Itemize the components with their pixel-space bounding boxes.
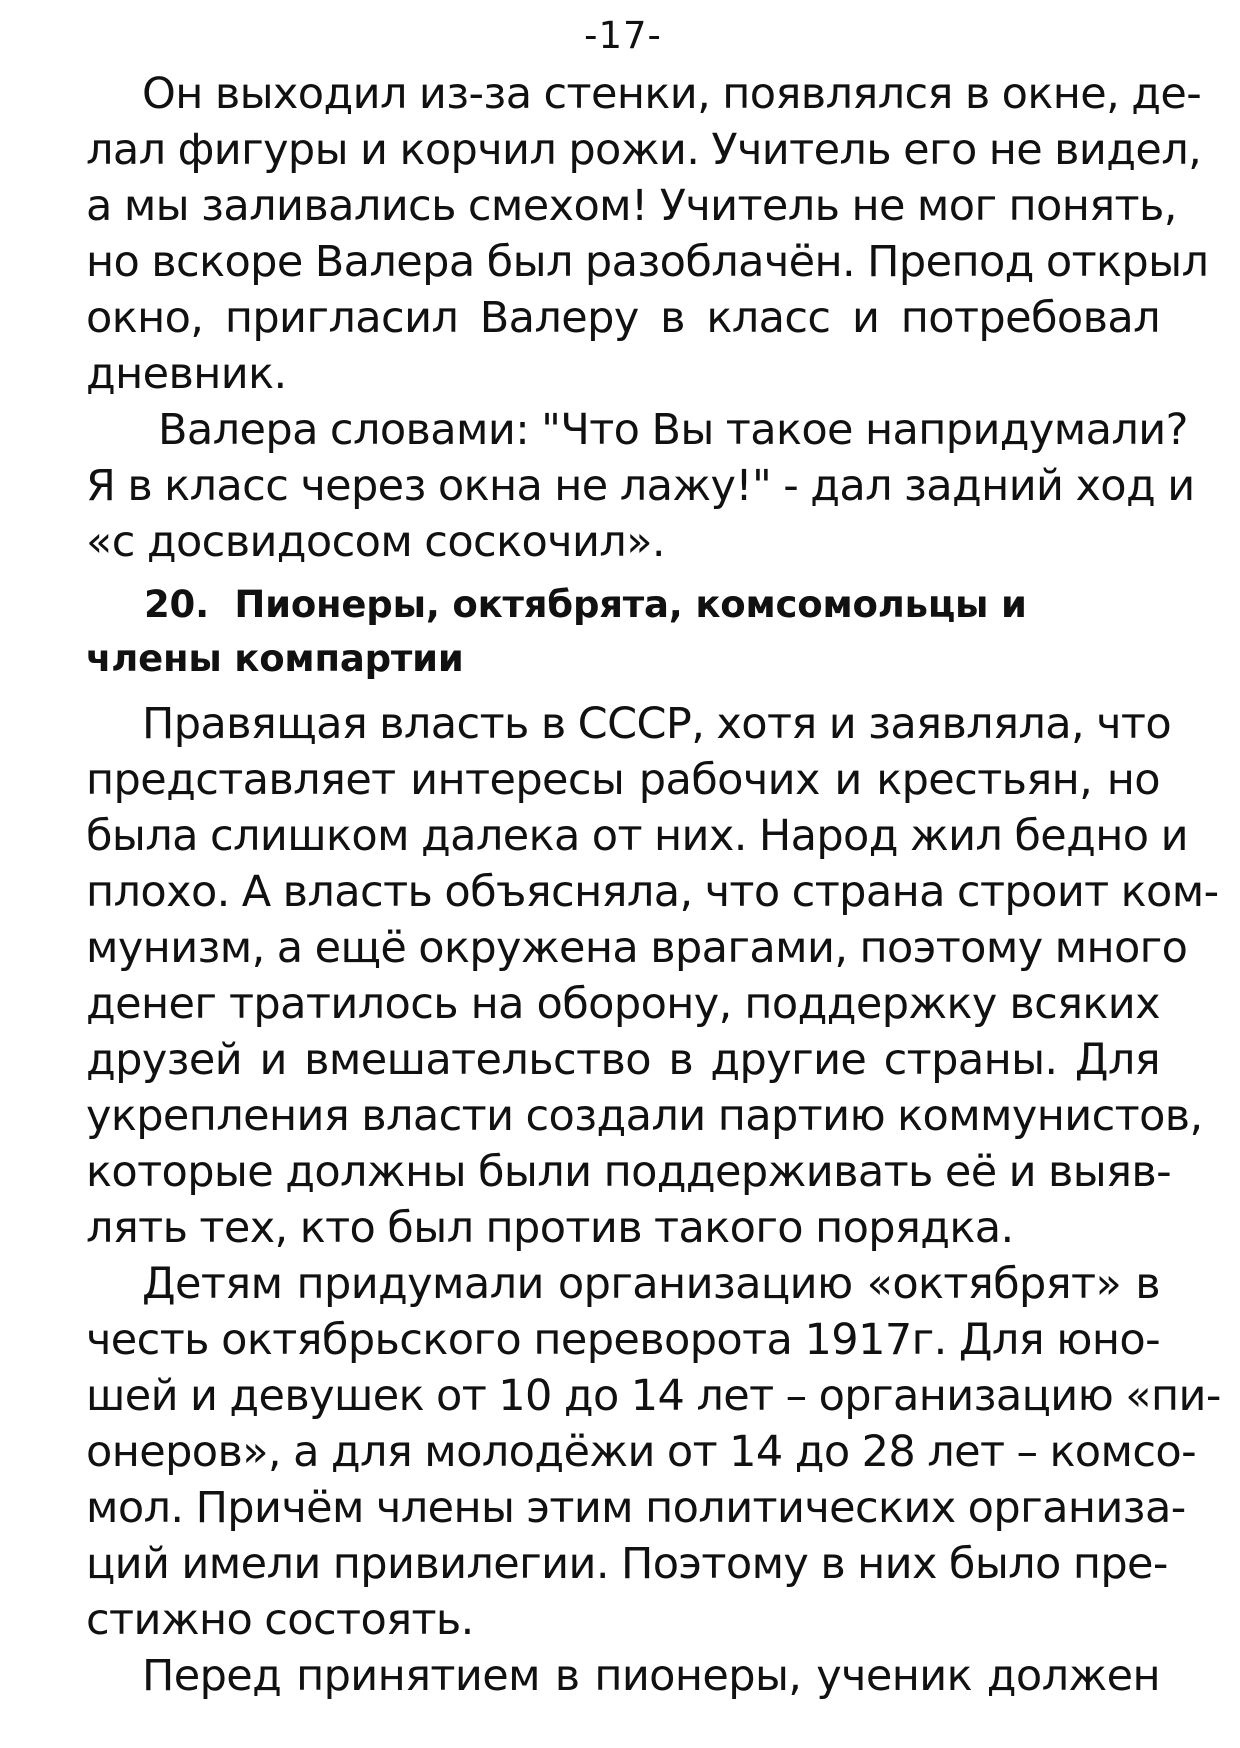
paragraph-line: но вскоре Валера был разоблачён. Препод открыл — [86, 237, 1209, 287]
paragraph-line: Валера словами: "Что Вы такое напридумали? — [158, 405, 1188, 455]
paragraph-line: которые должны были поддерживать её и выяв- — [86, 1147, 1172, 1197]
paragraph-line: лять тех, кто был против такого порядка. — [86, 1203, 1014, 1253]
document-page — [86, 0, 1221, 1748]
paragraph-3 — [86, 696, 1219, 1256]
paragraph-line: а мы заливались смехом! Учитель не мог понять, — [86, 181, 1177, 231]
paragraph-line: Он выходил из-за стенки, появлялся в окне, де- — [142, 69, 1202, 119]
paragraph-line: Я в класс через окна не лажу!" - дал задний ход и — [86, 461, 1195, 511]
section-heading-line-1 — [86, 578, 1160, 632]
paragraph-line: плохо. А власть объясняла, что страна строит ком- — [86, 867, 1219, 917]
paragraph-line: шей и девушек от 10 до 14 лет – организацию «пи- — [86, 1371, 1221, 1421]
paragraph-line: укрепления власти создали партию коммунистов, — [86, 1091, 1203, 1141]
paragraph-line: мунизм, а ещё окружена врагами, поэтому много — [86, 923, 1188, 973]
paragraph-line: онеров», а для молодёжи от 14 до 28 лет – комсо- — [86, 1427, 1197, 1477]
paragraph-2 — [86, 402, 1195, 570]
section-number: 20. — [144, 583, 209, 626]
paragraph-1 — [86, 66, 1209, 402]
paragraph-line: Детям придумали организацию «октябрят» в — [142, 1259, 1160, 1309]
paragraph-4 — [86, 1256, 1221, 1648]
paragraph-5 — [86, 1648, 1160, 1704]
paragraph-line: стижно состоять. — [86, 1595, 474, 1645]
page-number: -17- — [584, 14, 662, 57]
paragraph-line: ций имели привилегии. Поэтому в них было пре- — [86, 1539, 1168, 1589]
paragraph-line: окно, пригласил Валеру в класс и потребовал — [86, 293, 1160, 343]
paragraph-line: «с досвидосом соскочил». — [86, 517, 665, 567]
section-title-part-1: Пионеры, октябрята, комсомольцы и — [234, 583, 1027, 626]
section-heading — [86, 578, 1160, 686]
paragraph-line: денег тратилось на оборону, поддержку всяких — [86, 979, 1160, 1029]
paragraph-line: Правящая власть в СССР, хотя и заявляла, что — [142, 699, 1172, 749]
section-title-part-2: члены компартии — [86, 637, 464, 680]
paragraph-line: представляет интересы рабочих и крестьян, но — [86, 755, 1160, 805]
paragraph-line: честь октябрьского переворота 1917г. Для юно- — [86, 1315, 1160, 1365]
paragraph-line: лал фигуры и корчил рожи. Учитель его не видел, — [86, 125, 1202, 175]
paragraph-line: мол. Причём члены этим политических организа- — [86, 1483, 1186, 1533]
paragraph-line: Перед принятием в пионеры, ученик должен — [142, 1651, 1160, 1701]
paragraph-line: друзей и вмешательство в другие страны. Для — [86, 1035, 1160, 1085]
paragraph-line: была слишком далека от них. Народ жил бедно и — [86, 811, 1188, 861]
paragraph-line: дневник. — [86, 349, 287, 399]
